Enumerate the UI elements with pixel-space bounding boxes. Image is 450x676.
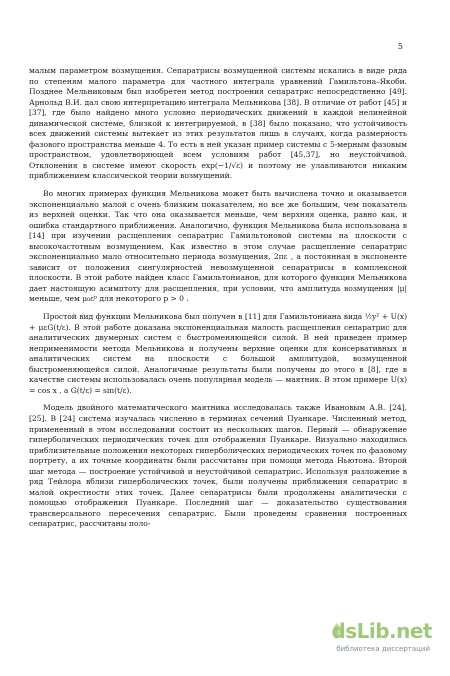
watermark-logo [331,620,432,642]
dslib-watermark[interactable] [331,619,432,660]
paragraph-4: Модель двойного математического маятника исследовалась также Ивановым А.В. [24], [25]. В [24] система изучалась численно в терминах сечений Пуанкаре. Численный метод, примененный в этом исследовании состоит из нескольких шагов. Первый — обнаружение гиперболических периодических точек для отображения Пуанкаре. Визуально находились приблизительные положения некоторых гиперболических периодических точек по фазовому портрету, а их точные координаты были рассчитаны при помощи метода Ньютона. Второй шаг метода — построение устойчивой и неустойчивой сепаратрис. Используя разложение в ряд Тейлора вблизи гиперболических точек, были получены приближения сепаратрис в малой окрестности этих точек. Далее сепаратрисы были продолжены аналитически с помощью отображения Пуанкаре. Последний шаг — доказательство существования трансверсального пересечения сепаратрис. Были проведены сравнения построенных сепаратрис, рассчитаны поло- [29,403,407,529]
watermark-subtitle: библиотека диссертаций [336,645,430,653]
document-body [29,66,407,536]
watermark-logo-main: dsLib [331,619,390,643]
paragraph-1: малым параметром возмущения. Сепаратрисы возмущенной системы искались в виде ряда по степеням малого параметра для частного интеграла уравнений Гамильтона–Якоби. Позднее Мельниковым был изобретен метод построения сепаратрис непосредственно [49]. Арнольд В.И. дал свою интерпретацию интеграла Мельникова [38]. В отличие от работ [45] и [37], где было найдено много условно периодических движений в каждой нелинейной динамической системе, близкой к интегрируемой, в [38] было показано, что устойчивость всех движений системы вытекает из этих результатов лишь в случаях, когда размерность фазового пространства меньше 4. То есть в ней указан пример системы с 5-мерным фазовым пространством, удовлетворяющей всем условиям работ [45,37], но неустойчивой. Отклонения в системе имеют скорость exp(−1/√ε) и поэтому не улавливаются никаким приближением классической теории возмущений. [29,66,407,181]
watermark-logo-tld: .net [389,619,432,643]
paragraph-3: Простой вид функции Мельникова был получен в [11] для Гамильтониана вида ½y² + U(x) + μεG(t/ε). В этой работе доказана экспоненциальная малость расщепления сепаратрис для аналитических двумерных систем с быстроменяющейся силой. В ней приведен пример неприменимости метода Мельникова и получены верхние оценки для консервативных и аналитических систем на плоскости с большой амплитудой, возмущенной быстроменяющейся силой. Аналогичные результаты были получены до этого в [8], где в качестве системы использовалась очень популярная модель — маятник. В этом примере U(x) = cos x , а G(t/ε) = sin(t/ε). [29,312,407,395]
page-number: 5 [397,42,403,51]
paragraph-2: Во многих примерах функция Мельникова может быть вычислена точно и оказывается экспоненциально малой с очень близким показателем, но все же большим, чем показатель из верхней оценки. Так что она оказывается меньше, чем верхняя оценка, равно как, и ошибка стандартного приближения. Аналогично, функция Мельникова была использована в [14] при изучении расщепления сепаратрис Гамильтоновой системы на плоскости с высокочастотным возмущением. Как известно в этом случае расщепление сепаратрис экспоненциально мало относительно периода возмущения, 2πε , а постоянная в экспоненте зависит от положения сингулярностей невозмущенной сепаратрисы в комплексной плоскости. В этой работе найден класс Гамильтонианов, для которого функция Мельникова дает настоящую асимптоту для расщепления, при условии, что амплитуда возмущения |μ| меньше, чем μ₀εᵖ для некоторого p > 0 . [29,189,407,304]
